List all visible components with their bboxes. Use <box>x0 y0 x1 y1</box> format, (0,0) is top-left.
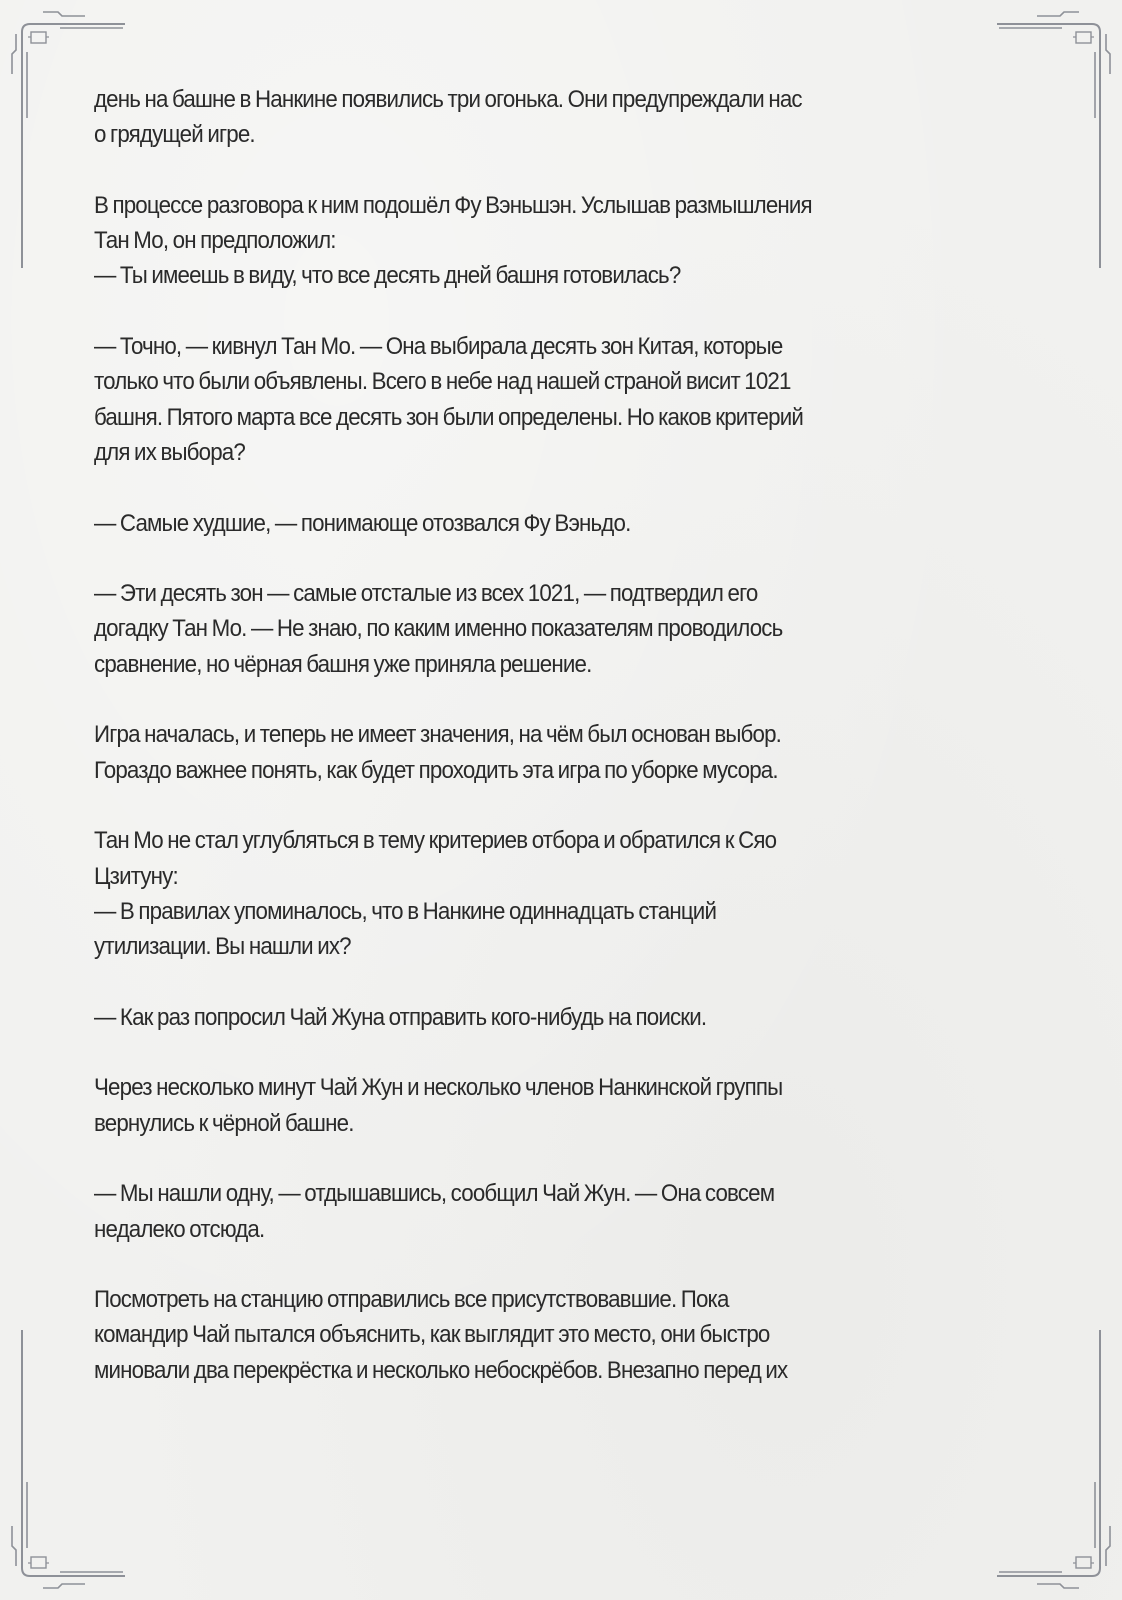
text-line: миновали два перекрёстка и несколько небоскрёбов. Внезапно перед их <box>94 1356 788 1384</box>
text-line: командир Чай пытался объяснить, как выглядит это место, они быстро <box>94 1321 770 1349</box>
text-line: — Ты имеешь в виду, что все десять дней башня готовилась? <box>94 262 681 290</box>
text-line: — В правилах упоминалось, что в Нанкине одиннадцать станций <box>94 897 717 925</box>
text-line: день на башне в Нанкине появились три огонька. Они предупреждали нас <box>94 86 802 113</box>
paragraph <box>94 1000 959 1035</box>
corner-ornament-bottom-right <box>997 1330 1110 1588</box>
paragraph <box>94 329 959 470</box>
text-line: — Точно, — кивнул Тан Мо. — Она выбирала десять зон Китая, которые <box>94 333 783 361</box>
text-line: — Эти десять зон — самые отсталые из всех 1021, — подтвердил его <box>94 580 758 608</box>
text-line: недалеко отсюда. <box>94 1215 265 1243</box>
text-line: — Как раз попросил Чай Жуна отправить кого-нибудь на поиски. <box>94 1003 707 1031</box>
text-line: о грядущей игре. <box>94 121 255 149</box>
text-line: В процессе разговора к ним подошёл Фу Вэньшэн. Услышав размышления <box>94 191 812 219</box>
corner-ornament-top-right <box>997 12 1110 268</box>
text-line: — Мы нашли одну, — отдышавшись, сообщил Чай Жун. — Она совсем <box>94 1180 775 1208</box>
paragraph <box>94 1282 959 1388</box>
text-line: для их выбора? <box>94 438 245 466</box>
text-line: вернулись к чёрной башне. <box>94 1109 354 1137</box>
paragraph <box>94 1070 959 1141</box>
text-line: Игра началась, и теперь не имеет значения, на чём был основан выбор. <box>94 721 782 749</box>
text-line: догадку Тан Мо. — Не знаю, по каким именно показателям проводилось <box>94 615 783 643</box>
paragraph <box>94 576 959 682</box>
paragraph <box>94 188 959 294</box>
paragraph <box>94 82 959 153</box>
paragraph <box>94 506 959 541</box>
document-body <box>94 82 959 1423</box>
paragraph <box>94 1176 959 1247</box>
text-line: только что были объявлены. Всего в небе над нашей страной висит 1021 <box>94 368 791 396</box>
text-line: — Самые худшие, — понимающе отозвался Фу Вэньдо. <box>94 509 631 537</box>
text-line: Цзитуну: <box>94 862 178 890</box>
text-line: Гораздо важнее понять, как будет проходить эта игра по уборке мусора. <box>94 756 778 784</box>
text-line: сравнение, но чёрная башня уже приняла решение. <box>94 650 592 678</box>
text-line: башня. Пятого марта все десять зон были определены. Но каков критерий <box>94 403 803 431</box>
text-line: утилизации. Вы нашли их? <box>94 933 351 961</box>
paragraph <box>94 717 959 788</box>
text-line: Тан Мо не стал углубляться в тему критериев отбора и обратился к Сяо <box>94 827 777 855</box>
text-line: Посмотреть на станцию отправились все присутствовавшие. Пока <box>94 1286 729 1314</box>
text-line: Тан Мо, он предположил: <box>94 227 336 255</box>
paragraph <box>94 823 959 964</box>
text-line: Через несколько минут Чай Жун и несколько членов Нанкинской группы <box>94 1074 783 1102</box>
